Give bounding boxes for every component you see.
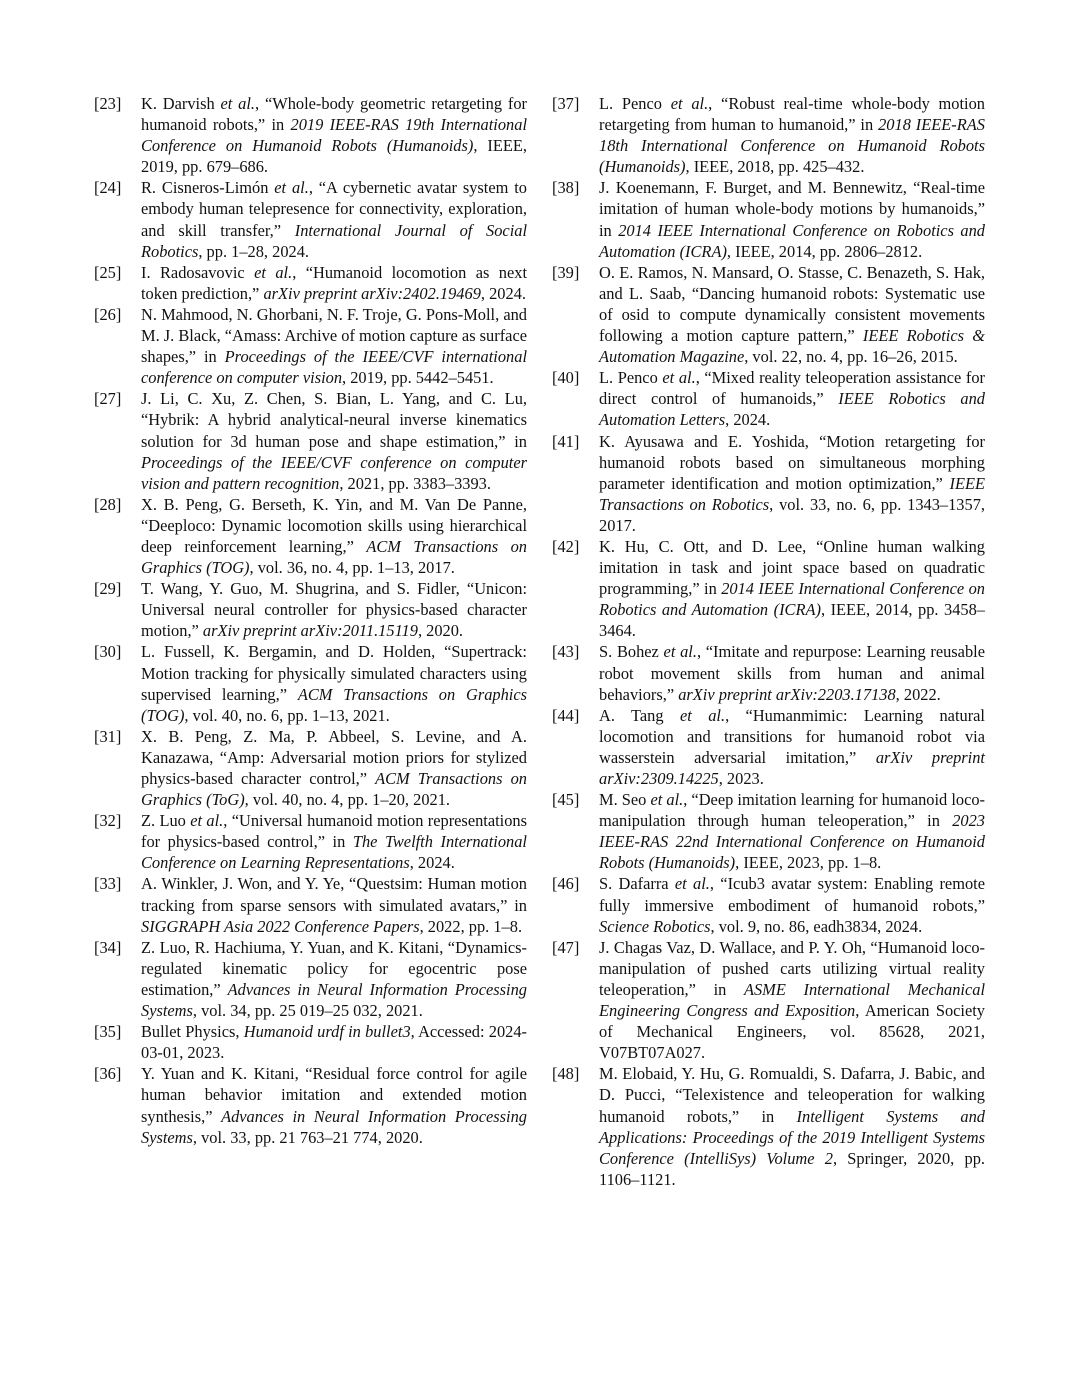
reference-venue-italic: arXiv preprint arXiv:2402.19469 <box>263 283 481 303</box>
reference-text-segment: Z. Luo <box>141 811 191 831</box>
reference-venue-italic: Humanoid urdf in bullet3 <box>243 1022 411 1042</box>
reference-text-segment: , 2024. <box>409 853 455 873</box>
reference-number: [32] <box>94 811 122 831</box>
reference-venue-italic: arXiv preprint arXiv:2203.17138 <box>678 684 896 704</box>
references-left-column <box>94 93 527 1148</box>
reference-text-segment: I. Radosavovic <box>141 262 255 282</box>
reference-text-segment: , 2023. <box>718 769 764 788</box>
reference-text <box>599 789 985 873</box>
reference-text-segment: , IEEE, 2019, pp. 679–686. <box>141 136 527 177</box>
reference-text-segment: K. Ayusawa and E. Yoshida, “Motion retargeting for humanoid robots based on simultaneous morphing parameter identification and motion optimization,” <box>599 431 985 493</box>
reference-text-segment: K. Darvish <box>141 94 221 113</box>
reference-text-segment: Z. Luo, R. Hachiuma, Y. Yuan, and K. Kitani, “Dynamics-regulated kinematic policy for egocentric pose estimation,” <box>141 937 527 999</box>
reference-text <box>599 536 985 641</box>
reference-text <box>141 873 527 936</box>
reference-text <box>599 705 985 789</box>
reference-text-segment: , 2021, pp. 3383–3393. <box>339 473 491 493</box>
reference-text-segment: , “Robust real-time whole-body motion retargeting from human to humanoid,” in <box>599 94 985 135</box>
reference-text-segment: , “Mixed reality teleoperation assistance for direct control of humanoids,” <box>599 368 985 409</box>
reference-entry <box>552 789 985 873</box>
reference-text-segment: , “Humanoid locomotion as next token prediction,” <box>141 262 527 303</box>
reference-entry <box>552 1063 985 1190</box>
reference-text-segment: M. Elobaid, Y. Hu, G. Romualdi, S. Dafarra, J. Babic, and D. Pucci, “Telexistence and teleoperation for walking humanoid robots,” in <box>599 1064 985 1126</box>
reference-entry <box>94 262 527 304</box>
reference-text <box>141 177 527 261</box>
reference-number: [24] <box>94 178 122 198</box>
reference-text <box>141 641 527 725</box>
reference-venue-italic: et al. <box>220 94 256 113</box>
reference-entry <box>552 641 985 704</box>
reference-number: [23] <box>94 94 122 113</box>
reference-text <box>599 367 985 430</box>
reference-venue-italic: et al. <box>670 94 709 113</box>
reference-text <box>141 937 527 1021</box>
reference-venue-italic: et al. <box>662 368 696 388</box>
reference-venue-italic: 2014 IEEE International Conference on Robotics and Automation (ICRA) <box>599 220 985 261</box>
reference-text-segment: O. E. Ramos, N. Mansard, O. Stasse, C. Benazeth, S. Hak, and L. Saab, “Dancing humanoid robots: Systematic use of osid to compute dynamically consistent movements following a motion capture pattern,” <box>599 262 985 346</box>
reference-venue-italic: ACM Transactions on Graphics (TOG) <box>141 684 527 725</box>
reference-venue-italic: Proceedings of the IEEE/CVF conference on computer vision and pattern recognition <box>141 452 527 493</box>
reference-venue-italic: et al. <box>274 178 309 198</box>
reference-venue-italic: Proceedings of the IEEE/CVF international conference on computer vision <box>141 347 528 388</box>
reference-text-segment: , Springer, 2020, pp. 1106–1121. <box>599 1148 985 1189</box>
reference-venue-italic: 2018 IEEE-RAS 18th International Conference on Humanoid Robots (Humanoids) <box>599 115 985 177</box>
reference-text <box>141 388 527 493</box>
reference-text <box>141 578 527 641</box>
reference-number: [36] <box>94 1064 122 1084</box>
reference-text-segment: J. Chagas Vaz, D. Wallace, and P. Y. Oh, “Humanoid loco-manipulation of pushed carts utilizing virtual reality teleoperation,” in <box>599 937 985 999</box>
reference-number: [28] <box>94 494 122 514</box>
reference-number: [48] <box>552 1064 580 1084</box>
reference-text <box>599 93 985 177</box>
reference-text-segment: , vol. 22, no. 4, pp. 16–26, 2015. <box>744 347 958 367</box>
reference-text-segment: , 2022. <box>895 684 941 704</box>
reference-venue-italic: IEEE Transactions on Robotics <box>599 473 985 514</box>
reference-venue-italic: 2023 IEEE-RAS 22nd International Conference on Humanoid Robots (Humanoids) <box>599 811 985 873</box>
reference-text <box>599 873 985 936</box>
reference-entry <box>94 937 527 1021</box>
reference-entry <box>552 705 985 789</box>
reference-text-segment: , vol. 33, no. 6, pp. 1343–1357, 2017. <box>599 494 985 535</box>
reference-number: [33] <box>94 874 122 894</box>
reference-venue-italic: et al. <box>190 811 224 831</box>
reference-entry <box>94 810 527 873</box>
reference-text-segment: M. Seo <box>599 790 651 810</box>
reference-text-segment: J. Koenemann, F. Burget, and M. Bennewitz, “Real-time imitation of human whole-body motions by humanoids,” in <box>599 178 985 240</box>
reference-text-segment: J. Li, C. Xu, Z. Chen, S. Bian, L. Yang, and C. Lu, “Hybrik: A hybrid analytical-neural inverse kinematics solution for 3d human pose and shape estimation,” in <box>141 389 527 451</box>
reference-text-segment: , “Humanmimic: Learning natural locomotion and transitions for humanoid robot via wasserstein adversarial imitation,” <box>599 705 985 767</box>
reference-number: [44] <box>552 705 580 725</box>
reference-text <box>599 431 985 536</box>
reference-text-segment: , vol. 40, no. 4, pp. 1–20, 2021. <box>244 790 451 810</box>
reference-entry <box>94 177 527 261</box>
reference-text <box>599 177 985 261</box>
reference-entry <box>94 641 527 725</box>
reference-number: [29] <box>94 579 122 599</box>
reference-text-segment: , 2019, pp. 5442–5451. <box>342 368 494 388</box>
reference-text-segment: S. Dafarra <box>599 874 675 894</box>
reference-entry <box>94 494 527 578</box>
reference-venue-italic: IEEE Robotics and Automation Letters <box>599 389 985 430</box>
reference-venue-italic: IEEE Robotics & Automation Magazine <box>599 326 985 367</box>
reference-text-segment: , IEEE, 2014, pp. 2806–2812. <box>726 241 923 261</box>
reference-text-segment: , “Deep imitation learning for humanoid loco-manipulation through human teleoperation,” in <box>599 790 986 831</box>
reference-text-segment: , vol. 34, pp. 25 019–25 032, 2021. <box>192 1001 423 1021</box>
reference-entry <box>94 578 527 641</box>
reference-venue-italic: et al. <box>254 262 293 282</box>
reference-number: [31] <box>94 726 122 746</box>
reference-text-segment: , IEEE, 2014, pp. 3458–3464. <box>599 600 985 641</box>
reference-entry <box>552 177 985 261</box>
reference-text <box>599 641 985 704</box>
reference-text-segment: T. Wang, Y. Guo, M. Shugrina, and S. Fidler, “Unicon: Universal neural controller for physics-based character motion,” <box>141 579 527 641</box>
reference-number: [47] <box>552 937 580 957</box>
reference-number: [38] <box>552 178 580 198</box>
reference-venue-italic: et al. <box>679 705 726 725</box>
reference-text <box>141 1063 527 1147</box>
reference-venue-italic: The Twelfth International Conference on Learning Representations <box>141 832 527 873</box>
reference-number: [37] <box>552 94 580 113</box>
reference-venue-italic: arXiv preprint arXiv:2309.14225 <box>599 747 985 788</box>
reference-number: [27] <box>94 389 122 409</box>
reference-text <box>141 304 527 388</box>
reference-text <box>599 262 985 367</box>
reference-entry <box>552 431 985 536</box>
reference-text <box>141 726 527 810</box>
reference-text-segment: N. Mahmood, N. Ghorbani, N. F. Troje, G. Pons-Moll, and M. J. Black, “Amass: Archive of motion capture as surface shapes,” in <box>141 304 527 367</box>
reference-venue-italic: 2019 IEEE-RAS 19th International Conference on Humanoid Robots (Humanoids) <box>141 115 527 156</box>
reference-number: [43] <box>552 642 580 662</box>
reference-venue-italic: International Journal of Social Robotics <box>141 220 527 261</box>
reference-text-segment: , pp. 1–28, 2024. <box>198 241 309 261</box>
reference-entry <box>552 937 985 1064</box>
reference-text-segment: L. Penco <box>599 368 663 388</box>
reference-text <box>141 262 527 304</box>
reference-entry <box>552 873 985 936</box>
reference-text-segment: , 2022, pp. 1–8. <box>419 916 523 936</box>
reference-entry <box>552 536 985 641</box>
reference-text-segment: , vol. 40, no. 6, pp. 1–13, 2021. <box>184 705 390 725</box>
reference-text-segment: X. B. Peng, Z. Ma, P. Abbeel, S. Levine, and A. Kanazawa, “Amp: Adversarial motion priors for stylized physics-based character control,” <box>141 726 527 788</box>
reference-venue-italic: et al. <box>674 874 710 894</box>
reference-text-segment: Y. Yuan and K. Kitani, “Residual force control for agile human behavior imitation and extended motion synthesis,” <box>141 1064 527 1126</box>
reference-number: [30] <box>94 642 122 662</box>
reference-text-segment: , Accessed: 2024-03-01, 2023. <box>141 1022 527 1063</box>
reference-entry <box>94 1021 527 1063</box>
reference-text-segment: , “Whole-body geometric retargeting for humanoid robots,” in <box>141 94 527 135</box>
reference-venue-italic: ASME International Mechanical Engineering Congress and Exposition <box>599 979 985 1021</box>
reference-text <box>599 1063 985 1190</box>
references-right-column <box>552 93 985 1190</box>
reference-venue-italic: et al. <box>663 642 697 662</box>
reference-venue-italic: Science Robotics <box>599 916 711 936</box>
reference-entry <box>94 726 527 810</box>
reference-number: [45] <box>552 790 580 810</box>
reference-number: [25] <box>94 262 122 282</box>
reference-text-segment: L. Penco <box>599 94 671 113</box>
reference-text-segment: L. Fussell, K. Bergamin, and D. Holden, “Supertrack: Motion tracking for physically simulated characters using supervised learning,” <box>141 642 527 704</box>
reference-venue-italic: et al. <box>650 790 684 810</box>
reference-text-segment: A. Winkler, J. Won, and Y. Ye, “Questsim: Human motion tracking from sparse sensors with simulated avatars,” in <box>141 874 527 915</box>
reference-text-segment: , 2020. <box>417 621 464 641</box>
reference-text-segment: , vol. 36, no. 4, pp. 1–13, 2017. <box>249 558 455 578</box>
reference-number: [35] <box>94 1022 122 1042</box>
reference-text-segment: , IEEE, 2018, pp. 425–432. <box>685 157 865 177</box>
reference-venue-italic: ACM Transactions on Graphics (ToG) <box>141 769 527 810</box>
reference-text-segment: , American Society of Mechanical Engineers, vol. 85628, 2021, V07BT07A027. <box>599 1001 985 1063</box>
reference-text-segment: K. Hu, C. Ott, and D. Lee, “Online human walking imitation in task and joint space based on quadratic programming,” in <box>599 536 985 599</box>
reference-text-segment: Bullet Physics, <box>141 1022 244 1042</box>
reference-number: [26] <box>94 304 122 324</box>
reference-venue-italic: Intelligent Systems and Applications: Proceedings of the 2019 Intelligent Systems Conference (IntelliSys) Volume 2 <box>599 1106 985 1168</box>
reference-venue-italic: Advances in Neural Information Processing Systems <box>141 1106 527 1147</box>
reference-number: [34] <box>94 937 122 957</box>
reference-text-segment: , IEEE, 2023, pp. 1–8. <box>735 853 882 873</box>
reference-entry <box>94 388 527 493</box>
reference-text-segment: , “Icub3 avatar system: Enabling remote fully immersive embodiment of humanoid robots,” <box>599 874 985 915</box>
reference-venue-italic: 2014 IEEE International Conference on Robotics and Automation (ICRA) <box>599 579 986 620</box>
reference-text-segment: , “Imitate and repurpose: Learning reusable robot movement skills from human and animal behaviors,” <box>599 642 985 704</box>
reference-entry <box>552 93 985 177</box>
reference-text <box>599 937 985 1064</box>
reference-text <box>141 494 527 578</box>
reference-number: [40] <box>552 368 580 388</box>
reference-text-segment: , “A cybernetic avatar system to embody human telepresence for connectivity, exploration, and skill transfer,” <box>141 178 527 240</box>
reference-entry <box>552 262 985 367</box>
reference-entry <box>94 93 527 177</box>
reference-text <box>141 810 527 873</box>
reference-venue-italic: SIGGRAPH Asia 2022 Conference Papers <box>141 916 420 936</box>
reference-text <box>141 1021 527 1063</box>
reference-venue-italic: Advances in Neural Information Processing Systems <box>141 979 527 1021</box>
reference-number: [41] <box>552 431 580 451</box>
reference-text-segment: X. B. Peng, G. Berseth, K. Yin, and M. Van De Panne, “Deeploco: Dynamic locomotion skills using hierarchical deep reinforcement learning,” <box>141 494 527 556</box>
reference-number: [46] <box>552 874 580 894</box>
reference-venue-italic: arXiv preprint arXiv:2011.15119 <box>202 621 418 641</box>
reference-entry <box>552 367 985 430</box>
reference-number: [39] <box>552 262 580 282</box>
reference-venue-italic: ACM Transactions on Graphics (TOG) <box>141 536 527 578</box>
reference-entry <box>94 1063 527 1147</box>
reference-text-segment: , vol. 9, no. 86, eadh3834, 2024. <box>710 916 923 936</box>
reference-entry <box>94 873 527 936</box>
reference-number: [42] <box>552 536 580 556</box>
reference-text <box>141 93 527 177</box>
reference-text-segment: , “Universal humanoid motion representations for physics-based control,” in <box>141 811 527 852</box>
reference-entry <box>94 304 527 388</box>
reference-text-segment: , 2024. <box>480 283 526 303</box>
reference-text-segment: S. Bohez <box>599 642 664 662</box>
reference-text-segment: , 2024. <box>725 410 771 430</box>
reference-text-segment: R. Cisneros-Limón <box>141 178 275 198</box>
reference-text-segment: A. Tang <box>599 705 680 725</box>
reference-text-segment: , vol. 33, pp. 21 763–21 774, 2020. <box>192 1127 423 1147</box>
